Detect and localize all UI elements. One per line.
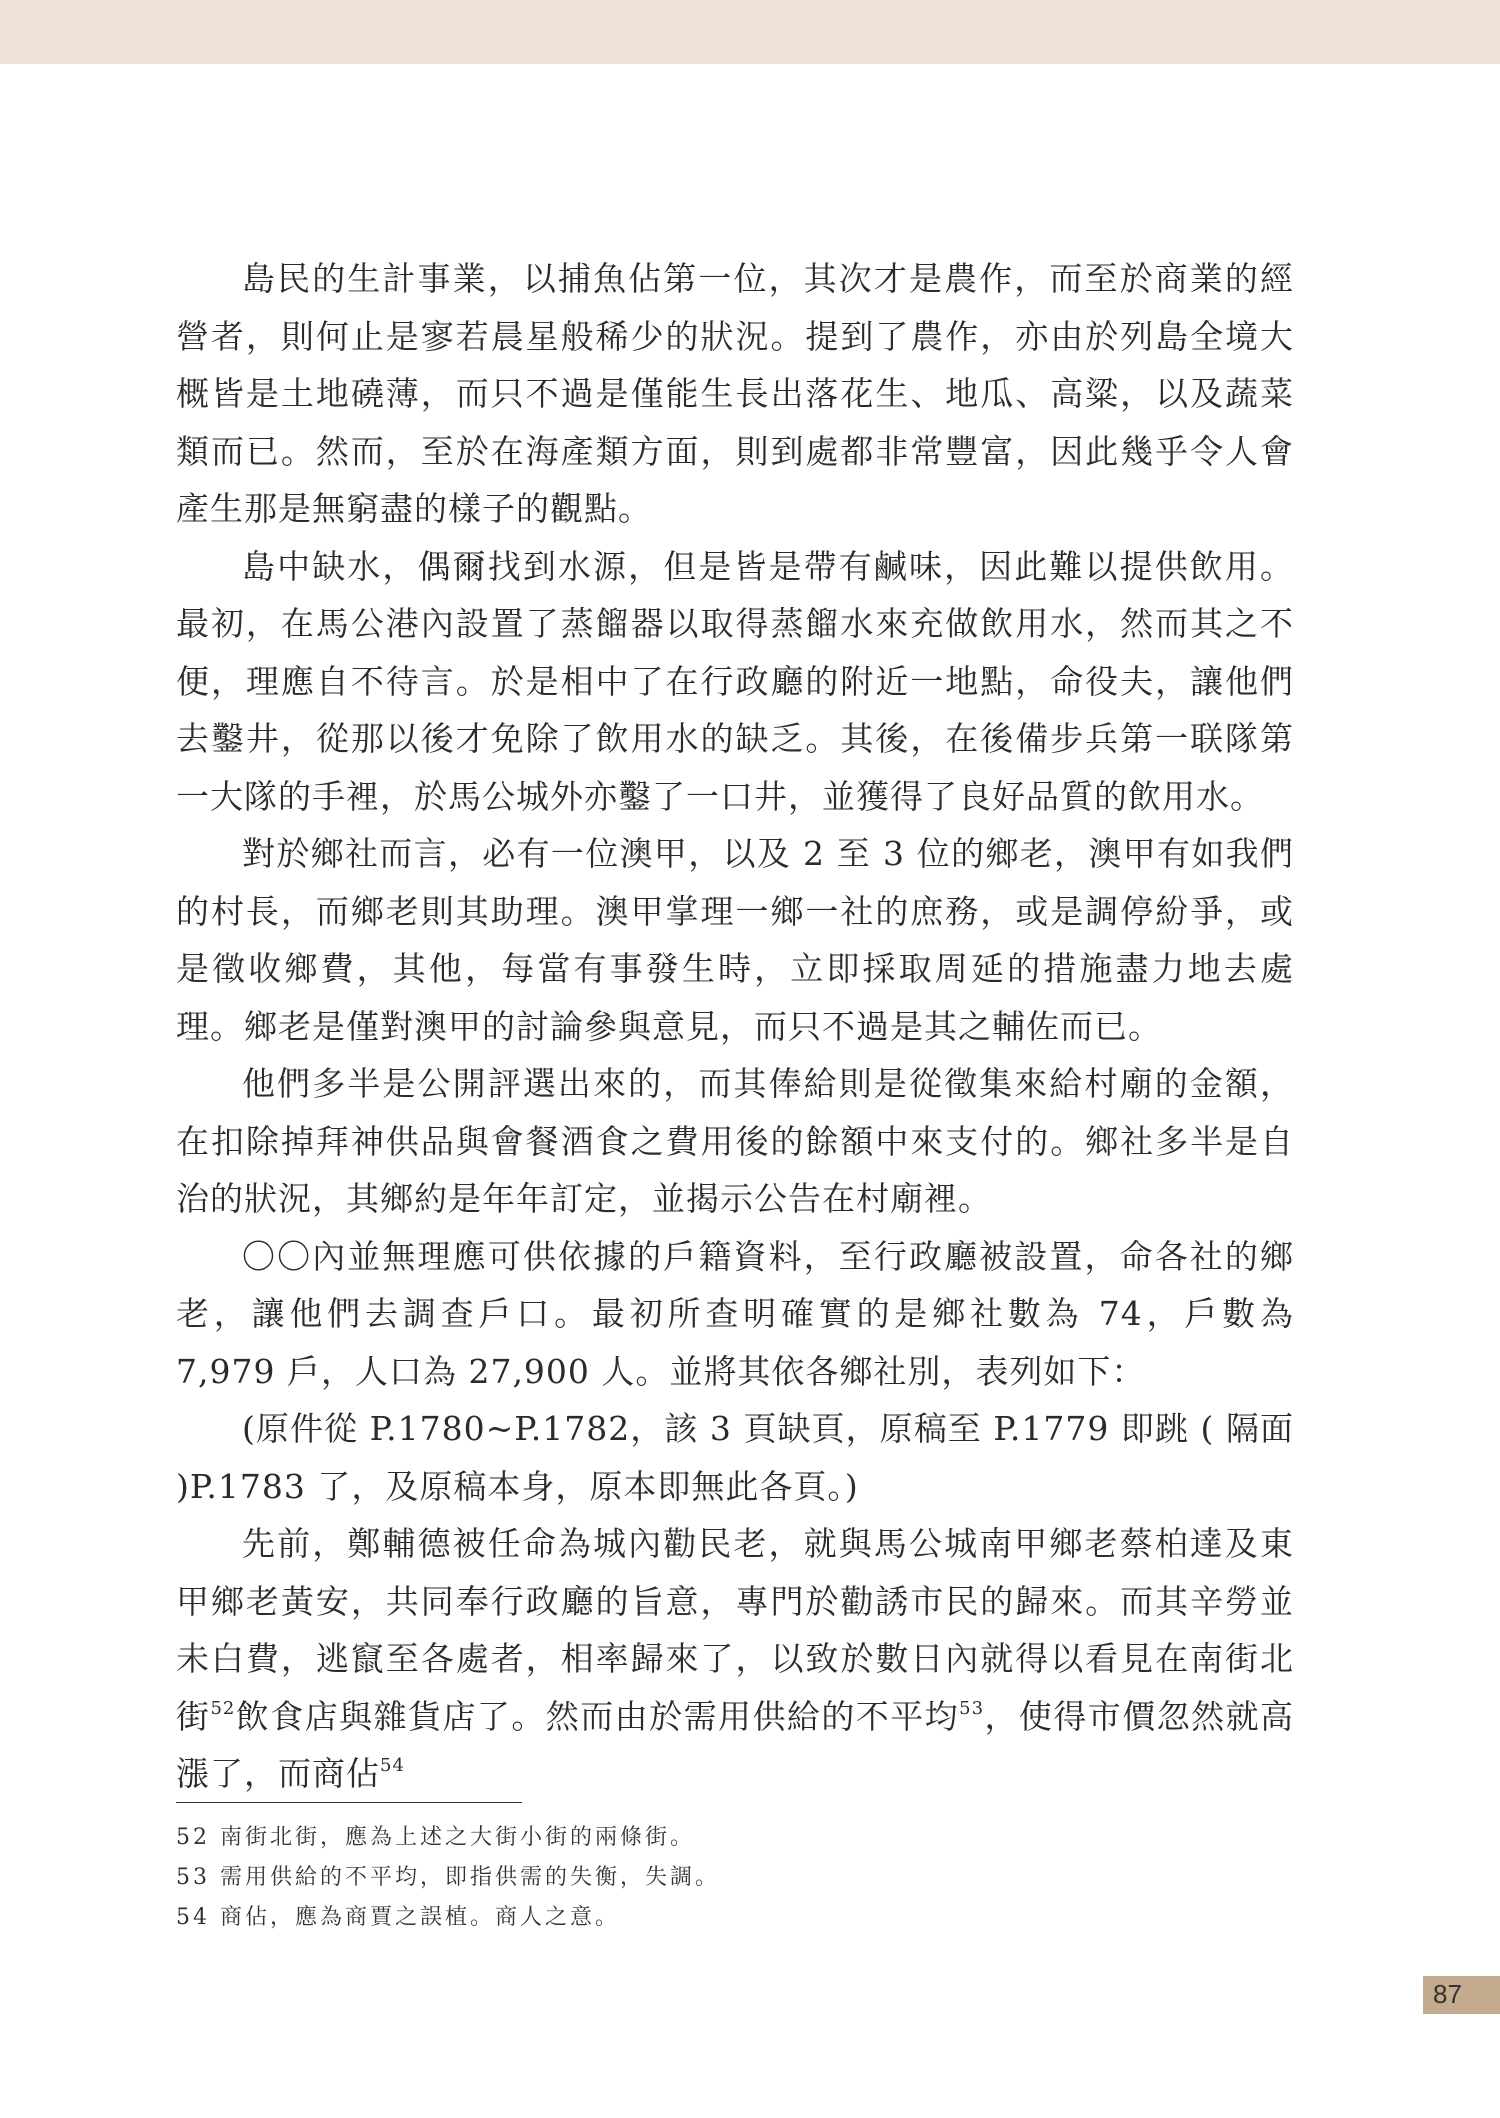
- paragraph: 他們多半是公開評選出來的，而其俸給則是從徵集來給村廟的金額，在扣除掉拜神供品與會餐酒食之費用後的餘額中來支付的。鄉社多半是自治的狀況，其鄉約是年年訂定，並揭示公告在村廟裡。: [176, 1064, 1294, 1218]
- body-text: [176, 250, 1294, 1803]
- top-color-band: [0, 0, 1500, 64]
- paragraph-text: 先前，鄭輔德被任命為城內勸民老，就與馬公城南甲鄉老蔡柏達及東甲鄉老黃安，共同奉行政廳的旨意，專門於勸誘市民的歸來。而其辛勞並未白費，逃竄至各處者，相率歸來了，以致於數日內就得以看見在南街北街: [176, 1524, 1294, 1736]
- footnote-ref: 53: [959, 1697, 985, 1719]
- page-number: 87: [1433, 1979, 1462, 2009]
- footnote: 53 需用供給的不平均，即指供需的失衡，失調。: [176, 1865, 720, 1890]
- paragraph-text: ，使得市價忽然就高漲了，而商佔: [176, 1696, 1295, 1793]
- paragraph-text: 飲食店與雜貨店了。然而由於需用供給的不平均: [235, 1696, 960, 1736]
- footnote: 54 商佔，應為商賈之誤植。商人之意。: [176, 1905, 620, 1930]
- footnote: 52 南街北街，應為上述之大街小街的兩條街。: [176, 1825, 695, 1850]
- footnotes: [176, 1818, 1276, 1938]
- paragraph: [176, 1515, 1294, 1803]
- footnote-divider: [176, 1802, 522, 1803]
- footnote-ref: 54: [380, 1755, 405, 1776]
- paragraph: 〇〇內並無理應可供依據的戶籍資料，至行政廳被設置，命各社的鄉老，讓他們去調查戶口。最初所查明確實的是鄉社數為 74，戶數為 7,979 戶，人口為 27,900 人。並將其依各鄉社別，表列如下：: [176, 1236, 1294, 1391]
- paragraph: 島中缺水，偶爾找到水源，但是皆是帶有鹹味，因此難以提供飲用。最初，在馬公港內設置了蒸餾器以取得蒸餾水來充做飲用水，然而其之不便，理應自不待言。於是相中了在行政廳的附近一地點，命役夫，讓他們去鑿井，從那以後才免除了飲用水的缺乏。其後，在後備步兵第一联隊第一大隊的手裡，於馬公城外亦鑿了一口井，並獲得了良好品質的飲用水。: [176, 546, 1294, 816]
- footnote-ref: 52: [210, 1697, 236, 1719]
- editorial-note-paragraph: (原件從 P.1780~P.1782，該 3 頁缺頁，原稿至 P.1779 即跳 ( 隔面 )P.1783 了，及原稿本身，原本即無此各頁。): [176, 1409, 1294, 1506]
- paragraph: 對於鄉社而言，必有一位澳甲，以及 2 至 3 位的鄉老，澳甲有如我們的村長，而鄉老則其助理。澳甲掌理一鄉一社的庶務，或是調停紛爭，或是徵收鄉費，其他，每當有事發生時，立即採取周延的措施盡力地去處理。鄉老是僅對澳甲的討論參與意見，而只不過是其之輔佐而已。: [176, 834, 1294, 1046]
- paragraph: 島民的生計事業，以捕魚佔第一位，其次才是農作，而至於商業的經營者，則何止是寥若晨星般稀少的狀況。提到了農作，亦由於列島全境大概皆是土地磽薄，而只不過是僅能生長出落花生、地瓜、高粱，以及蔬菜類而已。然而，至於在海產類方面，則到處都非常豐富，因此幾乎令人會產生那是無窮盡的樣子的觀點。: [176, 259, 1294, 528]
